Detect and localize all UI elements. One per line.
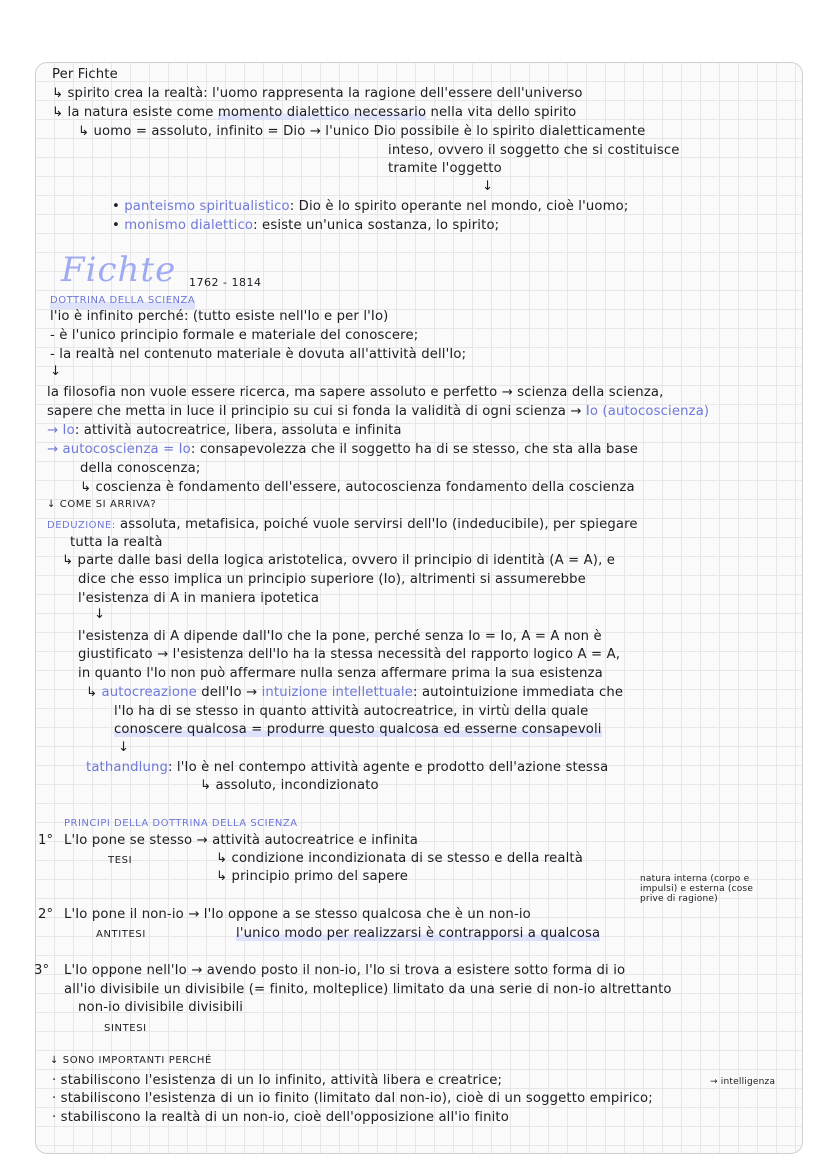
deduzione-line: dice che esso implica un principio superiore (Io), altrimenti si assumerebbe [78, 572, 586, 587]
tesi-label: TESI [108, 855, 133, 866]
filosofia-line: → autocoscienza = Io: consapevolezza che il soggetto ha di se stesso, che sta alla base [47, 442, 639, 457]
principio-number: 1° [38, 833, 54, 848]
importanza-bullet: · stabiliscono l'esistenza di un Io infinito, attività libera e creatrice; [52, 1073, 503, 1088]
intro-heading: Per Fichte [52, 67, 118, 82]
intro-line: ↳ la natura esiste come momento dialettico necessario nella vita dello spirito [52, 105, 577, 120]
filosofia-line: la filosofia non vuole essere ricerca, ma sapere assoluto e perfetto → scienza della scienza, [47, 385, 664, 400]
page-title: Fichte [61, 250, 177, 290]
filosofia-line: → Io: attività autocreatrice, libera, assoluta e infinita [47, 423, 402, 438]
down-arrow: ↓ [94, 607, 106, 622]
bullet-panteismo: • panteismo spiritualistico: Dio è lo spirito operante nel mondo, cioè l'uomo; [112, 199, 629, 214]
principio-number: 3° [34, 963, 50, 978]
antitesi-label: ANTITESI [96, 929, 146, 940]
principi-heading: PRINCIPI DELLA DOTTRINA DELLA SCIENZA [64, 818, 298, 829]
deduzione-line: giustificato → l'esistenza dell'Io ha la stessa necessità del rapporto logico A = A, [78, 647, 621, 662]
io-line: - la realtà nel contenuto materiale è dovuta all'attività dell'Io; [50, 347, 467, 362]
tathandlung-sub: ↳ assoluto, incondizionato [200, 778, 379, 793]
side-note: prive di ragione) [640, 894, 718, 904]
deduzione-line: conoscere qualcosa = produrre questo qualcosa ed esserne consapevoli [114, 722, 602, 737]
side-note: natura interna (corpo e [640, 874, 750, 884]
down-arrow: ↓ [50, 364, 62, 379]
intro-line: inteso, ovvero il soggetto che si costituisce [388, 143, 680, 158]
deduzione-line: l'Io ha di se stesso in quanto attività autocreatrice, in virtù della quale [114, 704, 589, 719]
deduzione-line: ↳ autocreazione dell'Io → intuizione intellettuale: autointuizione immediata che [86, 685, 624, 700]
section-subtitle: DOTTRINA DELLA SCIENZA [50, 292, 195, 309]
principio-1-sub: ↳ condizione incondizionata di se stesso e della realtà [216, 851, 583, 866]
filosofia-line: della conoscenza; [80, 461, 201, 476]
tathandlung: tathandlung: l'Io è nel contempo attività agente e prodotto dell'azione stessa [86, 760, 609, 775]
importanza-heading: ↓ SONO IMPORTANTI PERCHÉ [50, 1055, 212, 1066]
principio-1: L'Io pone se stesso → attività autocreatrice e infinita [64, 833, 419, 848]
highlight: momento dialettico necessario [217, 105, 427, 120]
down-arrow: ↓ [118, 740, 130, 755]
importanza-bullet: · stabiliscono l'esistenza di un io finito (limitato dal non-io), cioè di un soggetto empirico; [52, 1091, 653, 1106]
importanza-bullet: · stabiliscono la realtà di un non-io, cioè dell'opposizione all'io finito [52, 1110, 509, 1125]
deduzione-line: tutta la realtà [70, 535, 163, 550]
principio-2: L'Io pone il non-io → l'Io oppone a se stesso qualcosa che è un non-io [64, 907, 531, 922]
deduzione-line: DEDUZIONE: assoluta, metafisica, poiché vuole servirsi dell'Io (indeducibile), per spiegare [47, 517, 638, 532]
deduzione-line: l'esistenza di A in maniera ipotetica [78, 591, 320, 606]
io-line: l'io è infinito perché: (tutto esiste nell'Io e per l'Io) [50, 309, 389, 324]
side-note: impulsi) e esterna (cose [640, 884, 754, 894]
principio-3-sub: non-io divisibile divisibili [78, 1000, 244, 1015]
sintesi-label: SINTESI [104, 1023, 147, 1034]
down-arrow: ↓ [482, 179, 494, 194]
deduzione-line: in quanto l'Io non può affermare nulla senza affermare prima la sua esistenza [78, 666, 603, 681]
deduzione-line: l'esistenza di A dipende dall'Io che la pone, perché senza Io = Io, A = A non è [78, 629, 602, 644]
intro-line: ↳ uomo = assoluto, infinito = Dio → l'unico Dio possibile è lo spirito dialetticamente [78, 124, 646, 139]
principio-number: 2° [38, 907, 54, 922]
principio-3-sub: all'io divisibile un divisibile (= finito, molteplice) limitato da una serie di non-io altrettanto [64, 982, 672, 997]
come-si-arriva: ↓ COME SI ARRIVA? [47, 499, 157, 510]
filosofia-line: ↳ coscienza è fondamento dell'essere, autocoscienza fondamento della coscienza [80, 480, 635, 495]
filosofia-line: sapere che metta in luce il principio su cui si fonda la validità di ogni scienza → Io (autocoscienza) [47, 404, 710, 419]
principio-3: L'Io oppone nell'Io → avendo posto il non-io, l'Io si trova a esistere sotto forma di io [64, 963, 626, 978]
years: 1762 - 1814 [189, 276, 262, 289]
deduzione-line: ↳ parte dalle basi della logica aristotelica, ovvero il principio di identità (A = A), e [62, 553, 616, 568]
bullet-monismo: • monismo dialettico: esiste un'unica sostanza, lo spirito; [112, 218, 500, 233]
principio-2-sub: l'unico modo per realizzarsi è contrapporsi a qualcosa [236, 926, 601, 941]
principio-1-sub: ↳ principio primo del sapere [216, 869, 409, 884]
side-note: → intelligenza [710, 1077, 776, 1087]
io-line: - è l'unico principio formale e materiale del conoscere; [50, 328, 419, 343]
intro-line: ↳ spirito crea la realtà: l'uomo rappresenta la ragione dell'essere dell'universo [52, 86, 583, 101]
intro-line: tramite l'oggetto [388, 161, 502, 176]
